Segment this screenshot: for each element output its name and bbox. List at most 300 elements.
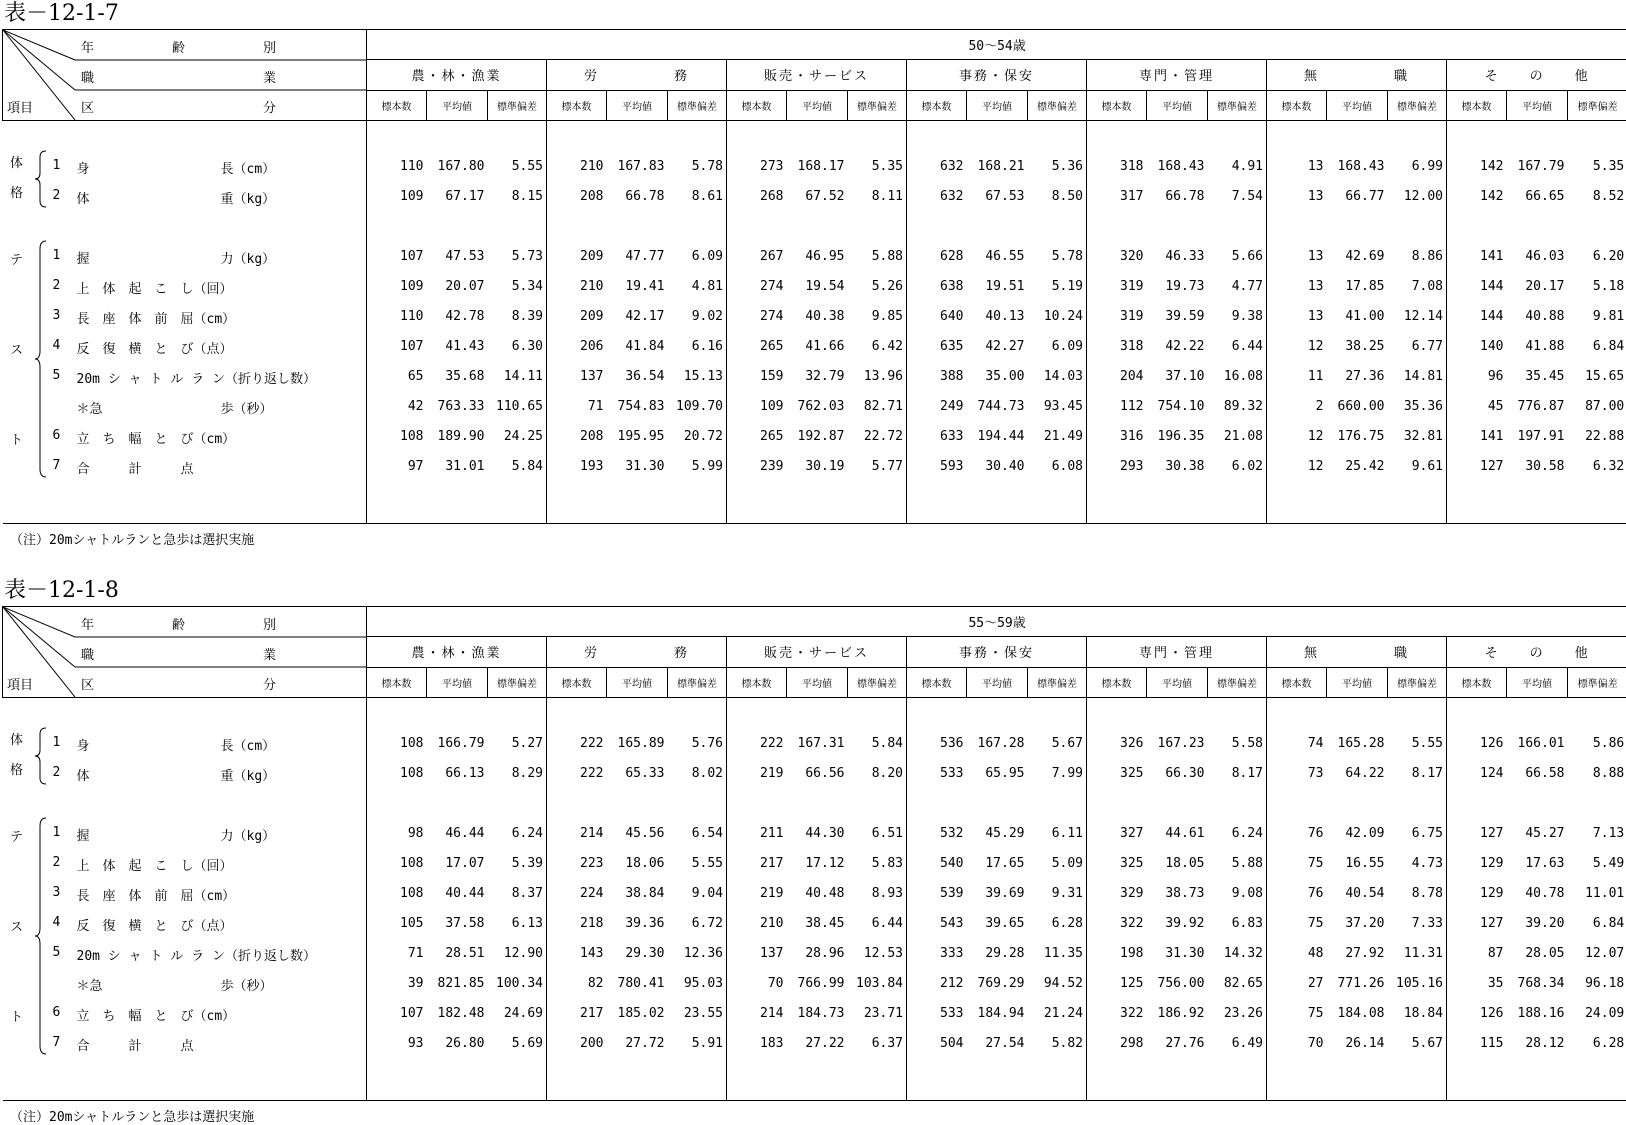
table-cell: 8.11 <box>848 181 907 211</box>
table-cell: 45.27 <box>1507 818 1568 848</box>
table-cell: 14.81 <box>1388 361 1447 391</box>
row-name: 身 <box>77 735 90 754</box>
table-cell: 5.18 <box>1568 271 1626 301</box>
group-body-char: 体 <box>10 149 23 179</box>
table-cell: 533 <box>907 758 967 788</box>
stat-subheader: 平均値 <box>967 667 1028 697</box>
row-number: 2 <box>53 855 61 870</box>
table-cell: 776.87 <box>1507 391 1568 421</box>
stat-subheader: 平均値 <box>1507 667 1568 697</box>
table-cell: 5.39 <box>488 848 547 878</box>
row-unit: 長（cm） <box>221 158 276 177</box>
table-cell: 219 <box>727 878 787 908</box>
table-cell: 12 <box>1267 451 1327 481</box>
table-cell: 268 <box>727 181 787 211</box>
occupation-header: 無 職 <box>1267 637 1447 667</box>
table-cell: 108 <box>367 421 427 451</box>
table-cell: 75 <box>1267 848 1327 878</box>
table-cell: 821.85 <box>427 968 488 998</box>
table-row <box>3 1028 1626 1058</box>
row-number: 4 <box>53 915 61 930</box>
occupation-header: そ の 他 <box>1447 637 1626 667</box>
table-cell: 189.90 <box>427 421 488 451</box>
table-cell: 6.20 <box>1568 241 1626 271</box>
table-cell: 87.00 <box>1568 391 1626 421</box>
table-cell: 30.40 <box>967 451 1028 481</box>
table-cell: 11 <box>1267 361 1327 391</box>
row-number: 1 <box>53 248 61 263</box>
table-cell: 105 <box>367 908 427 938</box>
table-cell: 37.10 <box>1147 361 1208 391</box>
table-cell: 298 <box>1087 1028 1147 1058</box>
stat-subheader: 標本数 <box>1267 90 1327 120</box>
table-cell: 108 <box>367 758 427 788</box>
table-cell: 109 <box>367 181 427 211</box>
table-cell: 9.61 <box>1388 451 1447 481</box>
table-cell: 640 <box>907 301 967 331</box>
table-cell: 167.79 <box>1507 151 1568 181</box>
stat-subheader: 標準偏差 <box>848 667 907 697</box>
table-cell: 41.88 <box>1507 331 1568 361</box>
table-cell: 532 <box>907 818 967 848</box>
table-cell: 504 <box>907 1028 967 1058</box>
row-label <box>3 181 367 211</box>
stat-subheader: 平均値 <box>427 90 488 120</box>
table-cell: 24.09 <box>1568 998 1626 1028</box>
table-cell: 37.20 <box>1327 908 1388 938</box>
table-cell: 27 <box>1267 968 1327 998</box>
table-cell: 17.12 <box>787 848 848 878</box>
table-cell: 5.19 <box>1028 271 1087 301</box>
table-cell: 635 <box>907 331 967 361</box>
table-cell: 27.76 <box>1147 1028 1208 1058</box>
occupation-header: 労 務 <box>547 637 727 667</box>
table-cell: 109 <box>727 391 787 421</box>
table-cell: 8.78 <box>1388 878 1447 908</box>
table-cell: 327 <box>1087 818 1147 848</box>
row-label <box>3 938 367 968</box>
table-cell: 66.30 <box>1147 758 1208 788</box>
table-cell: 38.25 <box>1327 331 1388 361</box>
stat-subheader: 平均値 <box>427 667 488 697</box>
stat-subheader: 標準偏差 <box>1568 667 1626 697</box>
table-cell: 6.09 <box>668 241 727 271</box>
row-name: 反 復 横 と び（点） <box>77 915 233 934</box>
table-cell: 6.42 <box>848 331 907 361</box>
table-cell: 25.42 <box>1327 451 1388 481</box>
table-cell: 768.34 <box>1507 968 1568 998</box>
table-cell: 6.44 <box>848 908 907 938</box>
table-row <box>3 361 1626 391</box>
row-label <box>3 271 367 301</box>
row-name: 上 体 起 こ し（回） <box>77 855 233 874</box>
row-name: 上 体 起 こ し（回） <box>77 278 233 297</box>
table-cell: 5.88 <box>1208 848 1267 878</box>
table-row <box>3 151 1626 181</box>
table-cell: 137 <box>727 938 787 968</box>
stat-subheader: 平均値 <box>1327 90 1388 120</box>
table-cell: 184.08 <box>1327 998 1388 1028</box>
table-cell: 660.00 <box>1327 391 1388 421</box>
header-item-label: 項目 <box>7 97 33 116</box>
stat-subheader: 平均値 <box>967 90 1028 120</box>
table-cell: 7.54 <box>1208 181 1267 211</box>
table-cell: 35.36 <box>1388 391 1447 421</box>
stat-subheader: 標準偏差 <box>1388 667 1447 697</box>
table-cell: 192.87 <box>787 421 848 451</box>
table-cell: 543 <box>907 908 967 938</box>
table-cell: 127 <box>1447 818 1507 848</box>
table-cell: 28.05 <box>1507 938 1568 968</box>
table-cell: 6.16 <box>668 331 727 361</box>
age-group-header: 55～59歳 <box>367 607 1626 637</box>
table-cell: 6.28 <box>1568 1028 1626 1058</box>
table-cell: 200 <box>547 1028 607 1058</box>
table-cell: 40.13 <box>967 301 1028 331</box>
group-test-char: ト <box>10 429 23 448</box>
header-item-label: 項目 <box>7 674 33 693</box>
occupation-header: 農・林・漁業 <box>367 60 547 90</box>
table-cell: 744.73 <box>967 391 1028 421</box>
table-cell: 5.55 <box>1388 728 1447 758</box>
table-cell: 5.35 <box>1568 151 1626 181</box>
table-cell: 536 <box>907 728 967 758</box>
table-cell: 8.17 <box>1388 758 1447 788</box>
table-cell: 27.54 <box>967 1028 1028 1058</box>
table-cell: 40.44 <box>427 878 488 908</box>
table-cell: 15.13 <box>668 361 727 391</box>
row-unit: 重（kg） <box>221 188 276 207</box>
table-cell: 168.17 <box>787 151 848 181</box>
table-cell: 30.38 <box>1147 451 1208 481</box>
header-age-label: 年 齢 別 <box>81 37 276 56</box>
table-cell: 42 <box>367 391 427 421</box>
table-cell: 217 <box>727 848 787 878</box>
stat-subheader: 平均値 <box>787 90 848 120</box>
table-cell: 67.52 <box>787 181 848 211</box>
table-cell: 208 <box>547 181 607 211</box>
table-cell: 110.65 <box>488 391 547 421</box>
table-cell: 6.75 <box>1388 818 1447 848</box>
row-name: 体 <box>77 188 90 207</box>
table-cell: 632 <box>907 181 967 211</box>
table-cell: 39.59 <box>1147 301 1208 331</box>
table-cell: 24.69 <box>488 998 547 1028</box>
table-cell: 30.58 <box>1507 451 1568 481</box>
row-unit: 長（cm） <box>221 735 276 754</box>
table-cell: 5.77 <box>848 451 907 481</box>
table-cell: 141 <box>1447 241 1507 271</box>
table-cell: 109 <box>367 271 427 301</box>
table-cell: 28.96 <box>787 938 848 968</box>
table-title: 表－12-1-8 <box>4 577 119 605</box>
data-table <box>2 29 1626 524</box>
table-cell: 9.08 <box>1208 878 1267 908</box>
table-cell: 42.27 <box>967 331 1028 361</box>
table-cell: 66.78 <box>1147 181 1208 211</box>
table-cell: 326 <box>1087 728 1147 758</box>
row-name: 身 <box>77 158 90 177</box>
table-cell: 780.41 <box>607 968 668 998</box>
table-cell: 5.83 <box>848 848 907 878</box>
table-cell: 23.26 <box>1208 998 1267 1028</box>
table-cell: 143 <box>547 938 607 968</box>
table-cell: 17.63 <box>1507 848 1568 878</box>
row-label <box>3 361 367 391</box>
table-cell: 45.29 <box>967 818 1028 848</box>
table-cell: 273 <box>727 151 787 181</box>
table-cell: 40.48 <box>787 878 848 908</box>
table-row <box>3 938 1626 968</box>
brace-body-icon <box>34 149 50 209</box>
table-cell: 6.11 <box>1028 818 1087 848</box>
table-cell: 6.30 <box>488 331 547 361</box>
row-number: 2 <box>53 188 61 203</box>
table-cell: 41.66 <box>787 331 848 361</box>
table-cell: 8.20 <box>848 758 907 788</box>
row-label <box>3 1028 367 1058</box>
table-cell: 100.34 <box>488 968 547 998</box>
table-cell: 27.22 <box>787 1028 848 1058</box>
header-occupation-label: 職 業 <box>81 67 276 86</box>
table-cell: 208 <box>547 421 607 451</box>
table-cell: 274 <box>727 301 787 331</box>
table-cell: 27.72 <box>607 1028 668 1058</box>
table-cell: 5.55 <box>488 151 547 181</box>
table-cell: 198 <box>1087 938 1147 968</box>
table-cell: 167.80 <box>427 151 488 181</box>
table-cell: 195.95 <box>607 421 668 451</box>
table-cell: 127 <box>1447 908 1507 938</box>
table-cell: 168.43 <box>1147 151 1208 181</box>
table-cell: 30.19 <box>787 451 848 481</box>
row-number: 6 <box>53 1005 61 1020</box>
table-cell: 127 <box>1447 451 1507 481</box>
table-cell: 35 <box>1447 968 1507 998</box>
table-cell: 540 <box>907 848 967 878</box>
table-cell: 756.00 <box>1147 968 1208 998</box>
spacer-row <box>3 211 1626 241</box>
table-row <box>3 391 1626 421</box>
occupation-header: 販売・サービス <box>727 637 907 667</box>
spacer-row <box>3 121 1626 152</box>
table-cell: 31.01 <box>427 451 488 481</box>
table-cell: 539 <box>907 878 967 908</box>
table-row <box>3 968 1626 998</box>
table-cell: 19.54 <box>787 271 848 301</box>
table-cell: 47.53 <box>427 241 488 271</box>
table-cell: 204 <box>1087 361 1147 391</box>
table-cell: 96.18 <box>1568 968 1626 998</box>
table-cell: 209 <box>547 301 607 331</box>
stat-subheader: 標本数 <box>367 667 427 697</box>
table-cell: 265 <box>727 331 787 361</box>
stat-subheader: 標本数 <box>1267 667 1327 697</box>
table-cell: 6.09 <box>1028 331 1087 361</box>
row-label <box>3 421 367 451</box>
header-corner <box>3 30 367 121</box>
table-cell: 42.78 <box>427 301 488 331</box>
stat-subheader: 平均値 <box>787 667 848 697</box>
table-cell: 166.01 <box>1507 728 1568 758</box>
stat-subheader: 標本数 <box>1087 90 1147 120</box>
table-cell: 167.28 <box>967 728 1028 758</box>
occupation-header: 専門・管理 <box>1087 60 1267 90</box>
table-cell: 5.26 <box>848 271 907 301</box>
table-cell: 17.85 <box>1327 271 1388 301</box>
group-test-char: テ <box>10 249 23 268</box>
table-cell: 67.17 <box>427 181 488 211</box>
row-name: ＊急 <box>77 975 103 994</box>
table-cell: 193 <box>547 451 607 481</box>
table-cell: 26.80 <box>427 1028 488 1058</box>
table-cell: 18.05 <box>1147 848 1208 878</box>
stat-subheader: 平均値 <box>607 667 668 697</box>
table-cell: 66.13 <box>427 758 488 788</box>
stat-subheader: 標準偏差 <box>1208 667 1267 697</box>
table-cell: 267 <box>727 241 787 271</box>
table-cell: 12 <box>1267 421 1327 451</box>
occupation-header: 無 職 <box>1267 60 1447 90</box>
table-cell: 5.86 <box>1568 728 1626 758</box>
group-label-body <box>10 726 23 786</box>
table-cell: 11.01 <box>1568 878 1626 908</box>
table-cell: 70 <box>1267 1028 1327 1058</box>
occupation-header: 労 務 <box>547 60 727 90</box>
table-cell: 22.72 <box>848 421 907 451</box>
table-cell: 13 <box>1267 241 1327 271</box>
table-cell: 109.70 <box>668 391 727 421</box>
table-cell: 45.56 <box>607 818 668 848</box>
stat-subheader: 標準偏差 <box>1388 90 1447 120</box>
table-cell: 6.37 <box>848 1028 907 1058</box>
table-cell: 15.65 <box>1568 361 1626 391</box>
table-cell: 6.13 <box>488 908 547 938</box>
table-cell: 76 <box>1267 878 1327 908</box>
table-cell: 159 <box>727 361 787 391</box>
table-cell: 5.84 <box>488 451 547 481</box>
table-cell: 168.21 <box>967 151 1028 181</box>
table-cell: 11.31 <box>1388 938 1447 968</box>
table-cell: 214 <box>727 998 787 1028</box>
table-cell: 5.55 <box>668 848 727 878</box>
table-cell: 141 <box>1447 421 1507 451</box>
table-cell: 632 <box>907 151 967 181</box>
table-cell: 325 <box>1087 758 1147 788</box>
table-row <box>3 241 1626 271</box>
table-cell: 82.65 <box>1208 968 1267 998</box>
table-cell: 41.00 <box>1327 301 1388 331</box>
table-cell: 35.68 <box>427 361 488 391</box>
table-cell: 7.99 <box>1028 758 1087 788</box>
stat-subheader: 標本数 <box>907 90 967 120</box>
table-cell: 210 <box>727 908 787 938</box>
table-cell: 6.08 <box>1028 451 1087 481</box>
table-cell: 22.88 <box>1568 421 1626 451</box>
table-cell: 8.29 <box>488 758 547 788</box>
group-body-char: 格 <box>10 756 23 786</box>
table-cell: 5.67 <box>1388 1028 1447 1058</box>
table-cell: 35.45 <box>1507 361 1568 391</box>
table-row <box>3 848 1626 878</box>
table-cell: 167.83 <box>607 151 668 181</box>
table-cell: 9.81 <box>1568 301 1626 331</box>
table-cell: 754.83 <box>607 391 668 421</box>
table-cell: 64.22 <box>1327 758 1388 788</box>
table-cell: 115 <box>1447 1028 1507 1058</box>
table-row <box>3 301 1626 331</box>
row-name: 体 <box>77 765 90 784</box>
table-cell: 184.73 <box>787 998 848 1028</box>
table-cell: 71 <box>367 938 427 968</box>
table-cell: 5.58 <box>1208 728 1267 758</box>
table-cell: 194.44 <box>967 421 1028 451</box>
table-cell: 48 <box>1267 938 1327 968</box>
row-name: 長 座 体 前 屈（cm） <box>77 885 236 904</box>
table-cell: 317 <box>1087 181 1147 211</box>
table-cell: 8.02 <box>668 758 727 788</box>
table-cell: 218 <box>547 908 607 938</box>
table-cell: 325 <box>1087 848 1147 878</box>
row-number: 3 <box>53 885 61 900</box>
table-cell: 103.84 <box>848 968 907 998</box>
table-cell: 7.08 <box>1388 271 1447 301</box>
table-cell: 66.56 <box>787 758 848 788</box>
row-unit: 力（kg） <box>221 825 276 844</box>
table-cell: 763.33 <box>427 391 488 421</box>
group-test-char: テ <box>10 826 23 845</box>
table-cell: 28.12 <box>1507 1028 1568 1058</box>
table-cell: 125 <box>1087 968 1147 998</box>
table-row <box>3 728 1626 758</box>
table-cell: 82.71 <box>848 391 907 421</box>
row-label <box>3 331 367 361</box>
row-name: ＊急 <box>77 398 103 417</box>
row-label <box>3 758 367 788</box>
table-cell: 214 <box>547 818 607 848</box>
table-cell: 5.27 <box>488 728 547 758</box>
table-cell: 5.99 <box>668 451 727 481</box>
table-cell: 40.88 <box>1507 301 1568 331</box>
table-cell: 108 <box>367 848 427 878</box>
table-cell: 17.65 <box>967 848 1028 878</box>
table-cell: 5.49 <box>1568 848 1626 878</box>
table-cell: 167.23 <box>1147 728 1208 758</box>
table-row <box>3 331 1626 361</box>
table-cell: 5.66 <box>1208 241 1267 271</box>
row-label <box>3 451 367 481</box>
table-cell: 12.14 <box>1388 301 1447 331</box>
table-cell: 108 <box>367 878 427 908</box>
table-cell: 8.61 <box>668 181 727 211</box>
table-cell: 12.53 <box>848 938 907 968</box>
table-cell: 320 <box>1087 241 1147 271</box>
row-unit: 重（kg） <box>221 765 276 784</box>
row-number: 7 <box>53 1035 61 1050</box>
table-row <box>3 271 1626 301</box>
table-cell: 44.30 <box>787 818 848 848</box>
table-cell: 4.73 <box>1388 848 1447 878</box>
table-cell: 40.78 <box>1507 878 1568 908</box>
header-row-age <box>3 30 1626 60</box>
table-cell: 5.09 <box>1028 848 1087 878</box>
table-cell: 13 <box>1267 181 1327 211</box>
table-cell: 5.82 <box>1028 1028 1087 1058</box>
table-cell: 10.24 <box>1028 301 1087 331</box>
table-cell: 89.32 <box>1208 391 1267 421</box>
brace-test-icon <box>34 239 50 479</box>
table-cell: 6.49 <box>1208 1028 1267 1058</box>
